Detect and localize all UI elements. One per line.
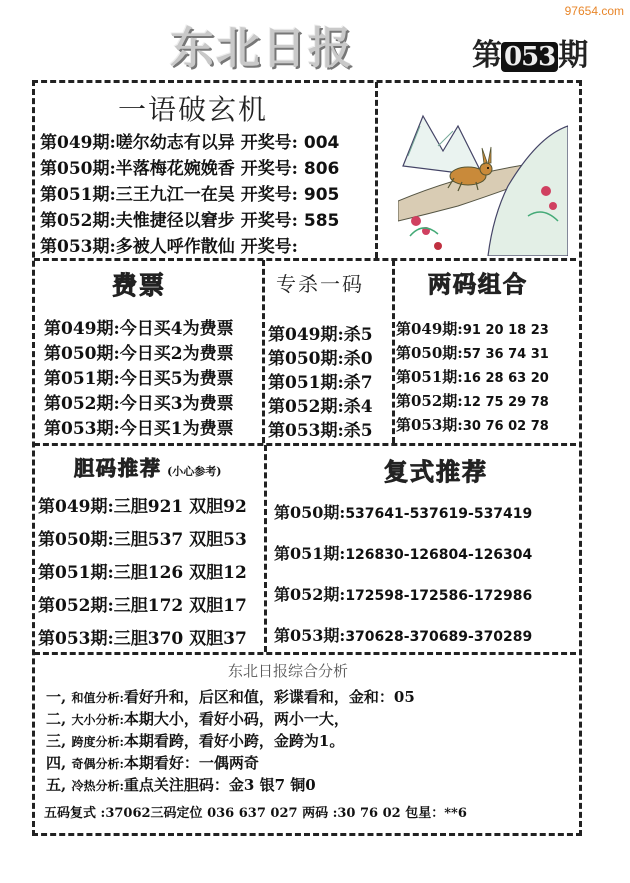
issue-prefix: 第 — [472, 38, 501, 73]
divider-kill — [392, 260, 395, 443]
riddle-row — [40, 232, 339, 258]
pairs-heading: 两码组合 — [428, 271, 528, 298]
analysis-text: 本期大小，看好小码，两小一大， — [123, 710, 349, 728]
draw-number: 585 — [303, 211, 340, 231]
fees-row: 第050期:今日买2为费票 — [44, 344, 234, 364]
riddle-heading: 一语破玄机 — [118, 93, 269, 126]
analysis-list — [46, 686, 415, 796]
draw-label: 开奖号: — [240, 211, 298, 231]
analysis-row — [46, 730, 415, 752]
fees-row: 第053期:今日买1为费票 — [44, 419, 234, 439]
riddle-text: 夫惟捷径以窘步 — [115, 211, 235, 231]
analysis-index: 二, — [46, 710, 67, 728]
multi-nums: 370628-370689-370289 — [345, 629, 533, 645]
multi-nums: 537641-537619-537419 — [345, 506, 533, 522]
issue-label — [472, 30, 587, 74]
rabbit-landscape-icon — [398, 96, 568, 256]
multi-row — [274, 541, 532, 582]
divider-fees — [262, 260, 265, 443]
riddle-row — [40, 128, 339, 154]
newspaper-title: 东北日报 — [170, 23, 354, 74]
kill-heading: 专杀一码 — [276, 272, 364, 296]
divider-1 — [34, 258, 576, 261]
bold-list — [38, 492, 247, 657]
divider-bold — [264, 445, 267, 652]
pairs-row — [396, 414, 549, 438]
multi-issue: 第052期: — [274, 585, 346, 604]
riddle-row — [40, 154, 339, 180]
analysis-row — [46, 774, 415, 796]
riddle-list — [40, 128, 339, 258]
analysis-row — [46, 752, 415, 774]
kill-row: 第051期:杀7 — [268, 373, 373, 393]
riddle-issue: 第049期: — [40, 133, 116, 153]
draw-label: 开奖号: — [240, 133, 298, 153]
bold-row: 第050期:三胆537 双胆53 — [38, 530, 247, 550]
fees-list — [44, 314, 234, 439]
riddle-text: 三王九江一在吴 — [115, 185, 235, 205]
riddle-text: 半落梅花婉娩香 — [115, 159, 235, 179]
analysis-index: 四, — [46, 754, 67, 772]
multi-nums: 126830-126804-126304 — [345, 547, 533, 563]
fees-row: 第049期:今日买4为费票 — [44, 319, 234, 339]
analysis-label: 跨度分析: — [71, 735, 124, 749]
fees-heading: 费票 — [112, 271, 167, 300]
bold-heading-group — [74, 452, 222, 481]
pairs-issue: 第051期: — [396, 368, 463, 386]
analysis-index: 五, — [46, 776, 67, 794]
analysis-row — [46, 686, 415, 708]
multi-list — [274, 500, 532, 664]
pairs-list — [396, 318, 549, 438]
bold-heading: 胆码推荐 — [74, 456, 162, 480]
draw-number: 004 — [303, 133, 340, 153]
draw-label: 开奖号: — [240, 185, 298, 205]
riddle-row — [40, 206, 339, 232]
multi-issue: 第051期: — [274, 544, 346, 563]
pairs-row — [396, 342, 549, 366]
analysis-text: 重点关注胆码：金3 银7 铜0 — [123, 776, 316, 794]
bold-note: (小心参考) — [167, 465, 222, 478]
pairs-row — [396, 366, 549, 390]
issue-number: 053 — [501, 42, 558, 72]
draw-number: 806 — [303, 159, 340, 179]
bold-row: 第049期:三胆921 双胆92 — [38, 497, 247, 517]
riddle-issue: 第051期: — [40, 185, 116, 205]
pairs-row — [396, 318, 549, 342]
draw-label: 开奖号: — [240, 159, 298, 179]
riddle-row — [40, 180, 339, 206]
analysis-index: 三, — [46, 732, 67, 750]
riddle-text: 多被人呼作散仙 — [115, 237, 235, 257]
riddle-text: 嗟尔幼志有以异 — [115, 133, 235, 153]
multi-issue: 第053期: — [274, 626, 346, 645]
pairs-nums: 12 75 29 78 — [462, 395, 549, 410]
bold-row: 第052期:三胆172 双胆17 — [38, 596, 247, 616]
multi-row — [274, 623, 532, 664]
kill-row: 第052期:杀4 — [268, 397, 373, 417]
bold-row: 第051期:三胆126 双胆12 — [38, 563, 247, 583]
analysis-text: 本期看跨，看好小跨，金跨为1。 — [123, 732, 345, 750]
draw-label: 开奖号: — [240, 237, 298, 257]
multi-row — [274, 582, 532, 623]
pairs-issue: 第050期: — [396, 344, 463, 362]
multi-nums: 172598-172586-172986 — [345, 588, 533, 604]
analysis-label: 冷热分析: — [71, 779, 124, 793]
pairs-issue: 第053期: — [396, 416, 463, 434]
analysis-footer: 五码复式 :37062三码定位 036 637 027 两码 :30 76 02 包星：**6 — [44, 806, 467, 821]
fees-row: 第052期:今日买3为费票 — [44, 394, 234, 414]
kill-list — [268, 320, 373, 440]
draw-number: 905 — [303, 185, 340, 205]
riddle-issue: 第053期: — [40, 237, 116, 257]
pairs-nums: 91 20 18 23 — [462, 323, 549, 338]
kill-row: 第050期:杀0 — [268, 349, 373, 369]
site-watermark: 97654.com — [564, 4, 624, 18]
pairs-nums: 30 76 02 78 — [462, 419, 549, 434]
riddle-issue: 第050期: — [40, 159, 116, 179]
issue-suffix: 期 — [558, 38, 588, 73]
pairs-issue: 第049期: — [396, 320, 463, 338]
analysis-label: 大小分析: — [71, 713, 124, 727]
kill-row: 第049期:杀5 — [268, 325, 373, 345]
riddle-issue: 第052期: — [40, 211, 116, 231]
multi-heading: 复式推荐 — [384, 457, 488, 486]
pairs-issue: 第052期: — [396, 392, 463, 410]
pairs-nums: 16 28 63 20 — [462, 371, 549, 386]
divider-illustration — [375, 82, 378, 258]
multi-row — [274, 500, 532, 541]
analysis-index: 一, — [46, 688, 67, 706]
analysis-label: 和值分析: — [71, 691, 124, 705]
divider-2 — [34, 443, 576, 446]
fees-row: 第051期:今日买5为费票 — [44, 369, 234, 389]
pairs-nums: 57 36 74 31 — [462, 347, 549, 362]
multi-issue: 第050期: — [274, 503, 346, 522]
analysis-label: 奇偶分析: — [71, 757, 124, 771]
analysis-text: 看好升和，后区和值，彩谍看和，金和：05 — [123, 688, 415, 706]
analysis-heading: 东北日报综合分析 — [228, 662, 349, 680]
bold-row: 第053期:三胆370 双胆37 — [38, 629, 247, 649]
pairs-row — [396, 390, 549, 414]
analysis-row — [46, 708, 415, 730]
kill-row: 第053期:杀5 — [268, 421, 373, 441]
analysis-text: 本期看好：一偶两奇 — [123, 754, 259, 772]
